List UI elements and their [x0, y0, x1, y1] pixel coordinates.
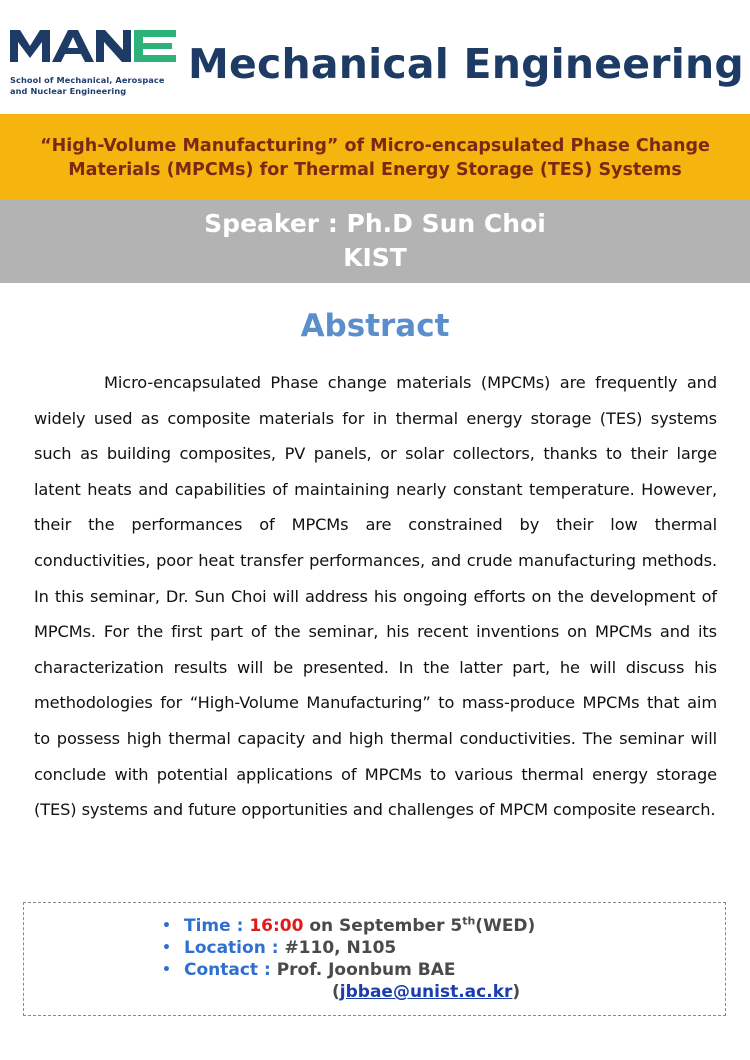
date-superscript: th	[462, 914, 476, 928]
email-close-paren: )	[512, 982, 521, 1002]
location-row	[164, 937, 535, 959]
logo-subtitle-line2: and Nuclear Engineering	[10, 85, 127, 96]
seminar-title-line2: Materials (MPCMs) for Thermal Energy Storage (TES) Systems	[68, 160, 682, 180]
speaker-name: Speaker : Ph.D Sun Choi	[204, 209, 546, 238]
contact-label: Contact :	[184, 960, 271, 980]
date-prefix: on September 5	[309, 916, 463, 936]
email-link[interactable]: jbbae@unist.ac.kr	[339, 982, 513, 1002]
time-value: 16:00	[249, 916, 304, 936]
speaker-band	[0, 199, 750, 283]
contact-value: Prof. Joonbum BAE	[276, 960, 456, 980]
contact-row	[164, 959, 535, 981]
time-label: Time :	[184, 916, 244, 936]
email-row	[164, 981, 535, 1003]
bullet-icon: •	[162, 940, 171, 956]
info-list	[164, 915, 535, 1003]
abstract-heading: Abstract	[300, 308, 450, 344]
speaker-affiliation: KIST	[343, 243, 407, 272]
department-title: Mechanical Engineering	[188, 40, 744, 88]
date-suffix: (WED)	[475, 916, 536, 936]
bullet-icon: •	[162, 962, 171, 978]
mane-logo	[8, 28, 180, 102]
header	[0, 0, 750, 112]
bullet-icon: •	[162, 918, 171, 934]
mane-logo-mark	[8, 28, 180, 64]
email-open-paren: (	[332, 982, 340, 1002]
seminar-title-line1: “High-Volume Manufacturing” of Micro-encapsulated Phase Change	[40, 136, 710, 156]
location-value: #110, N105	[284, 938, 397, 958]
abstract-body: Micro-encapsulated Phase change materials (MPCMs) are frequently and widely used as composite materials for in thermal energy storage (TES) systems such as building composites, PV panels, or solar collectors, thanks to their large latent heats and capabilities of maintaining nearly constant temperature. However, their the performances of MPCMs are constrained by their low thermal conductivities, poor heat transfer performances, and crude manufacturing methods. In this seminar, Dr. Sun Choi will address his ongoing efforts on the development of MPCMs. For the first part of the seminar, his recent inventions on MPCMs and its characterization results will be presented. In the latter part, he will discuss his methodologies for “High-Volume Manufacturing” to mass-produce MPCMs that aim to possess high thermal capacity and high thermal conductivities. The seminar will conclude with potential applications of MPCMs to various thermal energy storage (TES) systems and future opportunities and challenges of MPCM composite research.	[34, 373, 717, 820]
seminar-info-box	[23, 902, 726, 1016]
logo-subtitle-line1: School of Mechanical, Aerospace	[10, 75, 165, 85]
seminar-title-band	[0, 114, 750, 199]
time-row	[164, 915, 535, 937]
location-label: Location :	[184, 938, 279, 958]
seminar-title	[0, 134, 750, 182]
logo-subtitle	[10, 75, 190, 96]
